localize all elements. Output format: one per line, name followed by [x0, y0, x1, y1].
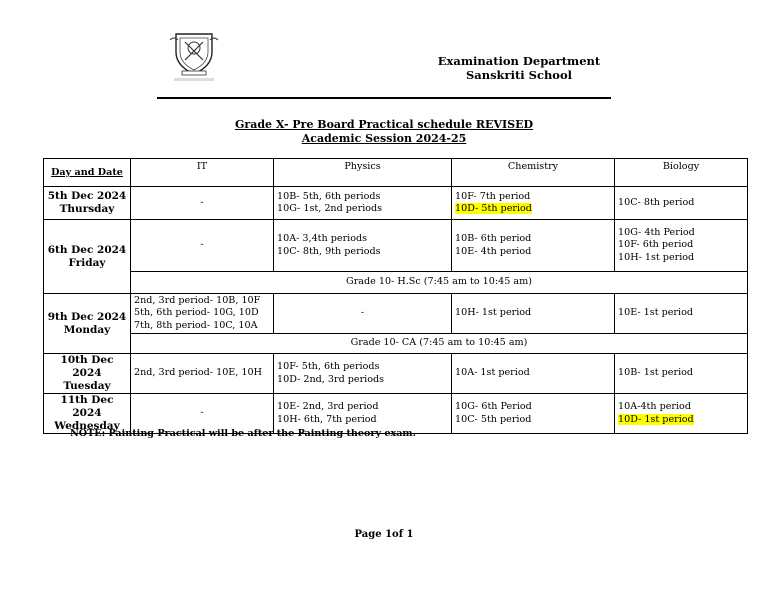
exam-note-cell: Grade 10- CA (7:45 am to 10:45 am) [131, 334, 748, 354]
chemistry-cell: 10H- 1st period [452, 294, 615, 334]
physics-cell: 10A- 3,4th periods 10C- 8th, 9th periods [274, 220, 452, 272]
day-cell: 6th Dec 2024 Friday [44, 220, 131, 294]
department-name: Examination Department [437, 54, 601, 68]
header-physics: Physics [274, 159, 452, 187]
header-it: IT [131, 159, 274, 187]
it-cell: - [131, 220, 274, 272]
physics-cell: - [274, 294, 452, 334]
it-cell: 2nd, 3rd period- 10B, 10F 5th, 6th period- 10G, 10D 7th, 8th period- 10C, 10A [131, 294, 274, 334]
day-cell: 11th Dec 2024 Wednesday [44, 394, 131, 434]
document-title [0, 118, 768, 146]
physics-cell: 10B- 5th, 6th periods 10G- 1st, 2nd periods [274, 187, 452, 220]
page-number: Page 1of 1 [354, 529, 414, 540]
header-chemistry: Chemistry [452, 159, 615, 187]
header-biology: Biology [615, 159, 748, 187]
title-line-2: Academic Session 2024-25 [301, 132, 467, 145]
school-name: Sanskriti School [465, 68, 573, 82]
table-row [44, 354, 748, 394]
it-cell: 2nd, 3rd period- 10E, 10H [131, 354, 274, 394]
chemistry-cell: 10B- 6th period 10E- 4th period [452, 220, 615, 272]
practical-schedule-table [43, 158, 748, 434]
table-row [44, 220, 748, 272]
school-crest-logo [166, 30, 222, 84]
day-cell: 10th Dec 2024 Tuesday [44, 354, 131, 394]
department-header [432, 54, 606, 82]
biology-cell: 10E- 1st period [615, 294, 748, 334]
day-cell: 9th Dec 2024 Monday [44, 294, 131, 354]
table-row [44, 187, 748, 220]
table-header-row [44, 159, 748, 187]
chemistry-cell: 10G- 6th Period 10C- 5th period [452, 394, 615, 434]
day-cell: 5th Dec 2024 Thursday [44, 187, 131, 220]
highlighted-entry: 10D- 5th period [455, 203, 532, 214]
biology-cell: 10C- 8th period [615, 187, 748, 220]
chemistry-cell: 10A- 1st period [452, 354, 615, 394]
it-cell: - [131, 394, 274, 434]
title-line-1: Grade X- Pre Board Practical schedule REVISED [235, 118, 533, 131]
biology-cell: 10A-4th period 10D- 1st period [615, 394, 748, 434]
biology-cell: 10B- 1st period [615, 354, 748, 394]
header-divider [157, 97, 611, 99]
it-cell: - [131, 187, 274, 220]
header-day-and-date: Day and Date [44, 159, 131, 187]
biology-cell: 10G- 4th Period 10F- 6th period 10H- 1st period [615, 220, 748, 272]
highlighted-entry: 10D- 1st period [618, 413, 694, 425]
table-row [44, 334, 748, 354]
chemistry-cell: 10F- 7th period 10D- 5th period [452, 187, 615, 220]
table-row [44, 294, 748, 334]
physics-cell: 10E- 2nd, 3rd period 10H- 6th, 7th period [274, 394, 452, 434]
exam-note-cell: Grade 10- H.Sc (7:45 am to 10:45 am) [131, 272, 748, 294]
painting-note: NOTE: Painting Practical will be after the Painting theory exam. [70, 428, 416, 439]
table-row [44, 272, 748, 294]
physics-cell: 10F- 5th, 6th periods 10D- 2nd, 3rd periods [274, 354, 452, 394]
